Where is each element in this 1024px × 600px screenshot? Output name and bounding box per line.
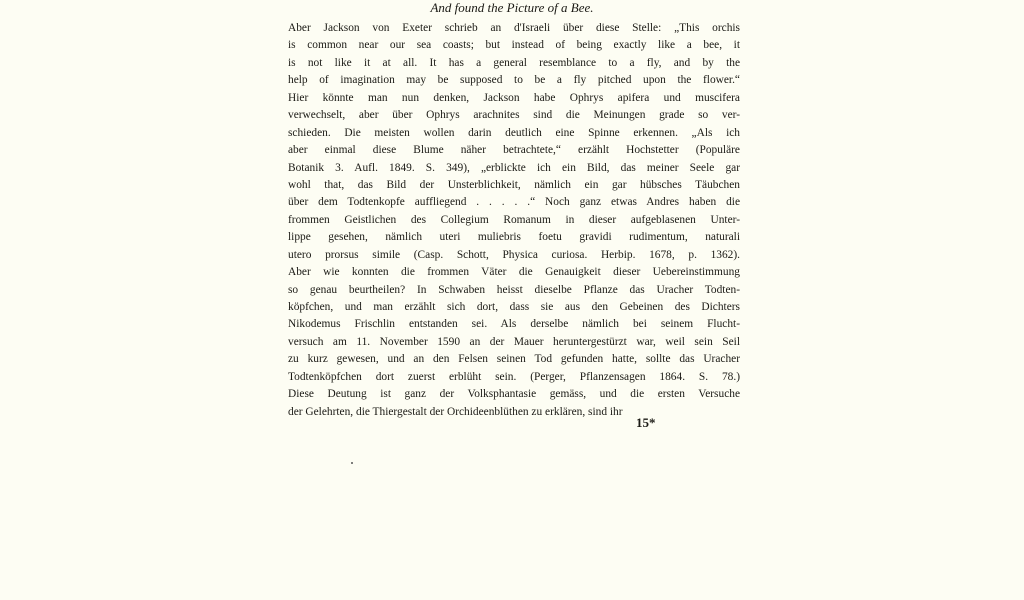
text-line: Todtenköpfchen dort zuerst erblüht sein. (Perger, Pflanzensagen 1864. S. 78.) [288,370,740,383]
text-line: Aber wie konnten die frommen Väter die Genauigkeit dieser Uebereinstimmung [288,266,740,279]
text-line: lippe gesehen, nämlich uteri muliebris foetu gravidi rudimentum, naturali [288,231,740,244]
text-line: utero prorsus simile (Casp. Schott, Physica curiosa. Herbip. 1678, p. 1362). [288,248,740,261]
text-line: frommen Geistlichen des Collegium Romanum in dieser aufgeblasenen Unter- [288,213,740,226]
text-line: Aber Jackson von Exeter schrieb an d'Israeli über diese Stelle: „This orchis [288,22,740,34]
running-head: And found the Picture of a Bee. [430,0,594,15]
text-line: über dem Todtenkopfe auffliegend . . . . .“ Noch ganz etwas Andres haben die [288,196,740,209]
text-line: Hier könnte man nun denken, Jackson habe Ophrys apifera und muscifera [288,91,740,104]
page-number: 15* [636,415,656,430]
text-line: wohl that, das Bild der Unsterblichkeit, nämlich ein gar hübsches Täubchen [288,178,740,191]
text-line: versuch am 11. November 1590 an der Mauer heruntergestürzt war, weil sein Seil [288,335,740,348]
text-line: aber einmal diese Blume näher betrachtete,“ erzählt Hochstetter (Populäre [288,144,740,157]
text-line: schieden. Die meisten wollen darin deutlich eine Spinne erkennen. „Als ich [288,126,740,139]
text-line: help of imagination may be supposed to be a fly pitched upon the flower.“ [288,74,740,87]
text-line: Diese Deutung ist ganz der Volksphantasie gemäss, und die ersten Versuche [288,388,740,401]
text-line: Botanik 3. Aufl. 1849. S. 349), „erblickte ich ein Bild, das meiner Seele gar [288,161,740,174]
print-speck [351,462,353,464]
body-text [288,20,740,421]
text-line: is common near our sea coasts; but instead of being exactly like a bee, it [288,39,740,52]
text-line: so genau beurtheilen? In Schwaben heisst dieselbe Pflanze das Uracher Todten- [288,283,740,296]
text-line: der Gelehrten, die Thiergestalt der Orchideenblüthen zu erklären, sind ihr [288,405,623,418]
text-line: is not like it at all. It has a general resemblance to a fly, and by the [288,56,740,69]
text-line: Nikodemus Frischlin entstanden sei. Als derselbe nämlich bei seinem Flucht- [288,318,740,331]
text-line: verwechselt, aber über Ophrys arachnites sind die Meinungen grade so ver- [288,109,740,122]
text-line: köpfchen, und man erzählt sich dort, dass sie aus den Gebeinen des Dichters [288,301,740,313]
text-line: zu kurz gewesen, und an den Felsen seinen Tod gefunden hatte, sollte das Uracher [288,353,740,366]
